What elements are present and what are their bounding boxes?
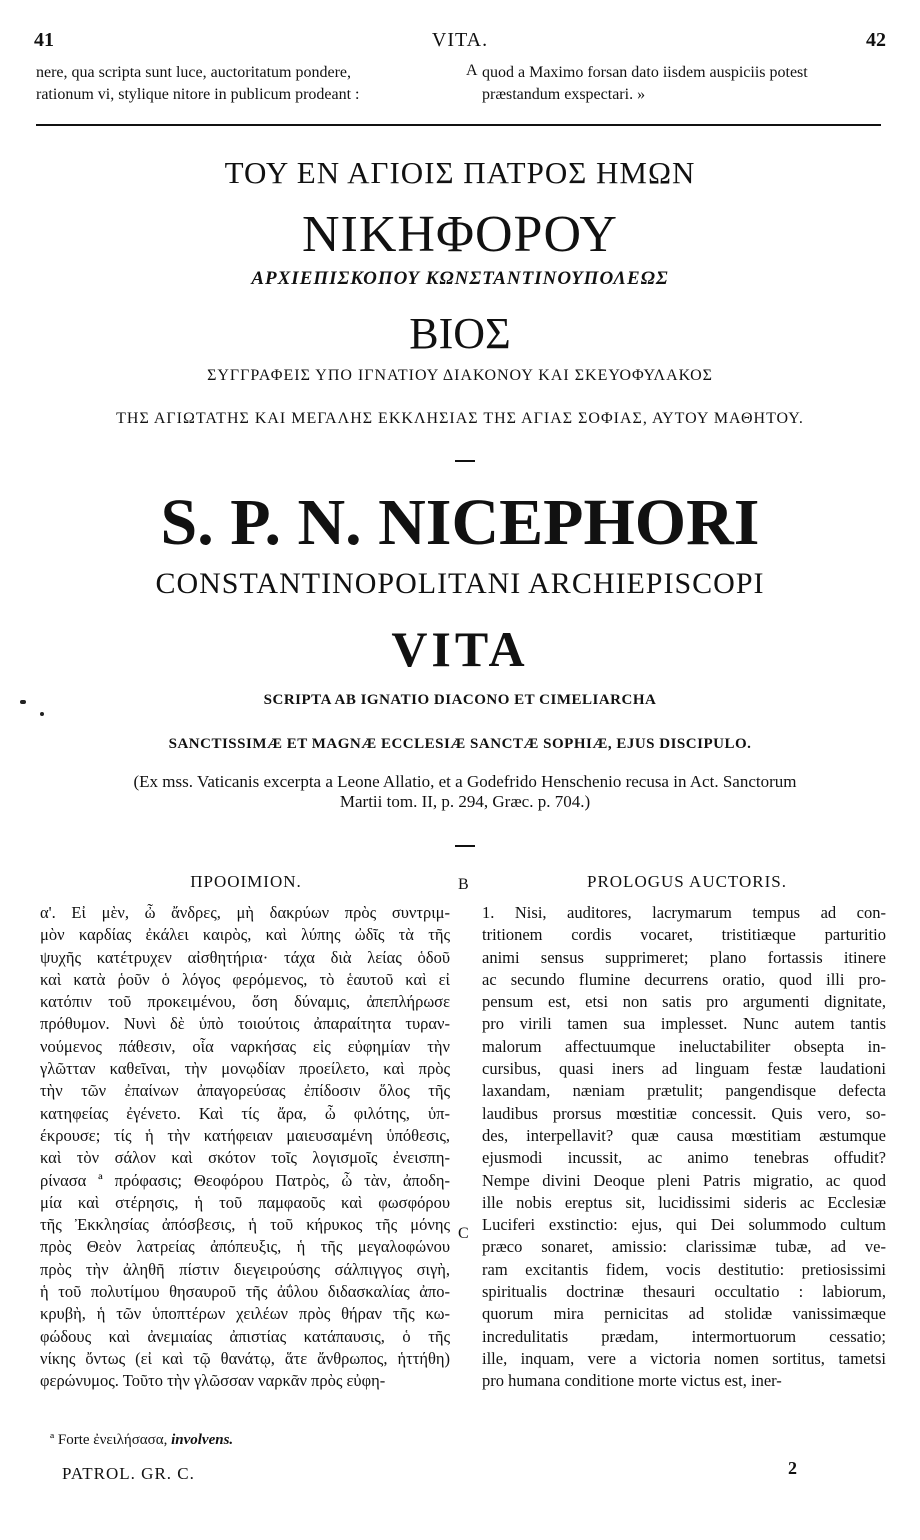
latin-line: ram excitantis fidem, vocis destitutio: pretiosissimi [482, 1259, 886, 1279]
latin-title-line-4: SCRIPTA AB IGNATIO DIACONO ET CIMELIARCHA [263, 692, 657, 708]
latin-line: cursibus, quasi iners ad linguam festæ laudationi [482, 1059, 886, 1079]
latin-line: spiritualis doctrinæ thesauri occultatio : labiorum, [482, 1282, 886, 1302]
latin-line: præco sonaret, amissio: clarissimæ tubæ, ad ve- [482, 1237, 886, 1257]
greek-line: νίκης ὄντως (εἰ καὶ τῷ θανάτῳ, ἅτε ἄνθρωπος, ἡττήθη) [40, 1348, 450, 1368]
greek-line: καὶ κατὰ ῥοῦν ὁ λόγος φερόμενος, τὸ ἑαυτοῦ καὶ εἰ [40, 969, 450, 989]
latin-line: laxandam, næniam prætulit; pangendisque defecta [482, 1081, 886, 1101]
column-marker-c: C [458, 1225, 469, 1242]
carryover-right [482, 62, 892, 106]
latin-line: Luciferi exstinctio: ejus, qui Dei solummodo cultum [482, 1215, 886, 1235]
latin-line: pro virili tamen sua implesset. Nunc autem tantis [482, 1014, 886, 1034]
footnote [50, 1432, 233, 1449]
latin-line: pro humana conditione morte victus est, iner- [482, 1371, 782, 1391]
greek-line: πρὸς Θεὸν λατρείας ἀπόπευξις, ἡ τῆς μεγαλοφώνου [40, 1237, 450, 1257]
column-marker-b: B [458, 876, 469, 893]
greek-line: φώδους καὶ ἀνεμιαίας ἀπιστίας κατάπαυσις, ὁ τῆς [40, 1326, 450, 1346]
source-note [60, 772, 870, 812]
latin-line: malorum affectuumque ineluctabiliter obsepta in- [482, 1036, 886, 1056]
greek-line: φερώνυμος. Τοῦτο τὴν γλῶσσαν ναρκᾶν πρὸς εὐφη- [40, 1371, 386, 1391]
title-separator [455, 460, 475, 462]
scan-speck [20, 700, 26, 704]
greek-line: έκρουσε; τίς ἡ τὴν κατήφειαν μαιευσαμένη ὑπόθεσις, [40, 1125, 450, 1145]
latin-line: 1. Nisi, auditores, lacrymarum tempus ad con- [482, 903, 886, 922]
latin-line: ille nobis ereptus sit, lucidissimi sideris ac Ecclesiæ [482, 1192, 886, 1212]
running-head-title: VITA. [431, 29, 489, 51]
latin-line: pensum est, etsi non satis pro argumenti dignitate, [482, 992, 886, 1012]
latin-column [482, 902, 886, 1393]
greek-title-name: ΝΙΚΗΦΟΡΟΥ [302, 206, 618, 263]
carryover-right-line: præstandum exspectari. » [482, 86, 646, 103]
latin-line: ille, inquam, vere a victoria nomen sortitus, tametsi [482, 1348, 886, 1368]
greek-title-line-6: ΤΗΣ ΑΓΙΩΤΑΤΗΣ ΚΑΙ ΜΕΓΑΛΗΣ ΕΚΚΛΗΣΙΑΣ ΤΗΣ ΑΓΙΑΣ ΣΟΦΙΑΣ, ΑΥΤΟΥ ΜΑΘΗΤΟΥ. [116, 410, 804, 427]
greek-line: τῆς Ἐκκλησίας ἀπόσβεσις, ἡ τοῦ κήρυκος τῆς μόνης [40, 1215, 450, 1235]
scan-speck [40, 712, 44, 716]
latin-line: incredulitatis prædam, intermortuorum cessatio; [482, 1326, 886, 1346]
greek-line: πρὸς τὴν ἀληθῆ πίστιν διεγειρούσης σάλπιγγος σιγὴ, [40, 1259, 450, 1279]
footnote-mark: ª [50, 1432, 55, 1448]
header-rule [36, 124, 881, 126]
page-number-left: 41 [34, 29, 54, 51]
greek-line: γλῶτταν καθεῖναι, τὴν μονῳδίαν προείλετο, καὶ πρὸς [40, 1059, 450, 1079]
greek-line: ἡ τοῦ πολυτίμου θησαυροῦ τῆς ἀΰλου διδασκαλίας ἀπο- [40, 1282, 450, 1302]
greek-line: ψυχῆς κατέτρυχεν αἰσθητήρια· τάχα διὰ λείας ὁδοῦ [40, 947, 450, 967]
greek-line: νούμενος πάθεσιν, οἷα ναρκήσας εἰς εὐφημίαν τὴν [40, 1036, 450, 1056]
latin-line: ac secundo flumine decurrens oratio, quod illi pro- [482, 969, 886, 989]
latin-line: animi sensus supprimeret; plano fortassis itinere [482, 947, 886, 967]
footnote-gloss: involvens. [171, 1432, 234, 1448]
carryover-right-line: quod a Maximo forsan dato iisdem auspiciis potest [482, 64, 808, 81]
greek-line: κατηφείας ἐγένετο. Καὶ τίς ἄρα, ὦ φιλότης, ὑπ- [40, 1103, 450, 1123]
greek-line: κρυβὴ, ἡ τῶν ὑποπτέρων χειλέων πρὸς θήραν τῆς κω- [40, 1304, 450, 1324]
latin-title-line-5: SANCTISSIMÆ ET MAGNÆ ECCLESIÆ SANCTÆ SOPHIÆ, EJUS DISCIPULO. [168, 736, 752, 752]
greek-line: τὴν τῶν ἐπαίνων ἀπαγορεύσας ἐπίδοσιν ὅλος τῆς [40, 1081, 450, 1101]
greek-line: μὸν καρδίας ἐκάλει καιρὸς, καὶ λύπης ὠδῖς τὰ τῆς [40, 925, 450, 945]
carryover-left-line: nere, qua scripta sunt luce, auctoritatum pondere, [36, 64, 351, 81]
section-separator [455, 845, 475, 847]
greek-line: μία καὶ στέρησις, ἡ τοῦ παμφαοῦς καὶ φωσφόρου [40, 1192, 450, 1212]
source-note-line: Martii tom. II, p. 294, Græc. p. 704.) [339, 792, 591, 811]
latin-line: des, interpellavit? quæ causa mœstitiam æstumque [482, 1125, 886, 1145]
greek-column [40, 902, 450, 1393]
latin-line: quorum mira pernicitas ad stolidæ vanissimæque [482, 1304, 886, 1324]
greek-line: πρόθυμον. Νυνὶ δὲ ὑπὸ τοιούτοις ἀπαραίτητα τυραν- [40, 1014, 450, 1034]
latin-column-heading: PROLOGUS AUCTORIS. [586, 872, 787, 891]
latin-title-vita: VITA [391, 621, 529, 677]
greek-line: κατόπιν τοῦ προκειμένου, ὅση δύναμις, ἀπεπλήρωσε [40, 992, 450, 1012]
greek-line: ρίνασα ª πρόφασις; Θεοφόρου Πατρὸς, ὦ τὰν, ἀποδη- [40, 1170, 450, 1190]
latin-line: tritionem cordis vocaret, tristitiæque parturitio [482, 925, 886, 945]
latin-title-name: S. P. N. NICEPHORI [160, 486, 760, 559]
greek-line: α'. Εἰ μὲν, ὦ ἄνδρες, μὴ δακρύων πρὸς συντριμ- [40, 903, 450, 922]
greek-title-line-5: ΣΥΓΓΡΑΦΕΙΣ ΥΠΟ ΙΓΝΑΤΙΟΥ ΔΙΑΚΟΝΟΥ ΚΑΙ ΣΚΕΥΟΦΥΛΑΚΟΣ [207, 367, 713, 384]
column-marker-a: A [466, 62, 478, 79]
latin-line: ejusmodi incussit, ac animo tenebras offudit? [482, 1148, 886, 1168]
carryover-left-line: rationum vi, stylique nitore in publicum prodeant : [36, 86, 360, 103]
greek-line: καὶ τὸν σάλον καὶ σκότον τοῖς λογισμοῖς ἐνεισπη- [40, 1148, 450, 1168]
source-note-line: (Ex mss. Vaticanis excerpta a Leone Allatio, et a Godefrido Henschenio recusa in Act. Sanctorum [133, 772, 797, 791]
footnote-text: Forte ἐνειλήσασα, [57, 1432, 168, 1448]
page-number-right: 42 [866, 29, 886, 51]
greek-title-line-1: ΤΟΥ ΕΝ ΑΓΙΟΙΣ ΠΑΤΡΟΣ ΗΜΩΝ [224, 155, 696, 190]
greek-title-line-3: ΑΡΧΙΕΠΙΣΚΟΠΟΥ ΚΩΝΣΤΑΝΤΙΝΟΥΠΟΛΕΩΣ [251, 268, 669, 289]
footer-signature: PATROL. GR. C. [62, 1464, 195, 1483]
latin-line: Nempe divini Deoque pleni Patris migratio, ac quod [482, 1170, 886, 1190]
greek-title-bios: ΒΙΟΣ [409, 309, 511, 358]
footer-sheet-number: 2 [788, 1458, 797, 1478]
carryover-left [36, 62, 471, 106]
latin-line: laudibus prorsus mœstitiæ concessit. Quis vero, so- [482, 1103, 886, 1123]
greek-column-heading: ΠΡΟΟΙΜΙΟΝ. [190, 872, 302, 891]
latin-title-line-2: CONSTANTINOPOLITANI ARCHIEPISCOPI [155, 567, 765, 600]
